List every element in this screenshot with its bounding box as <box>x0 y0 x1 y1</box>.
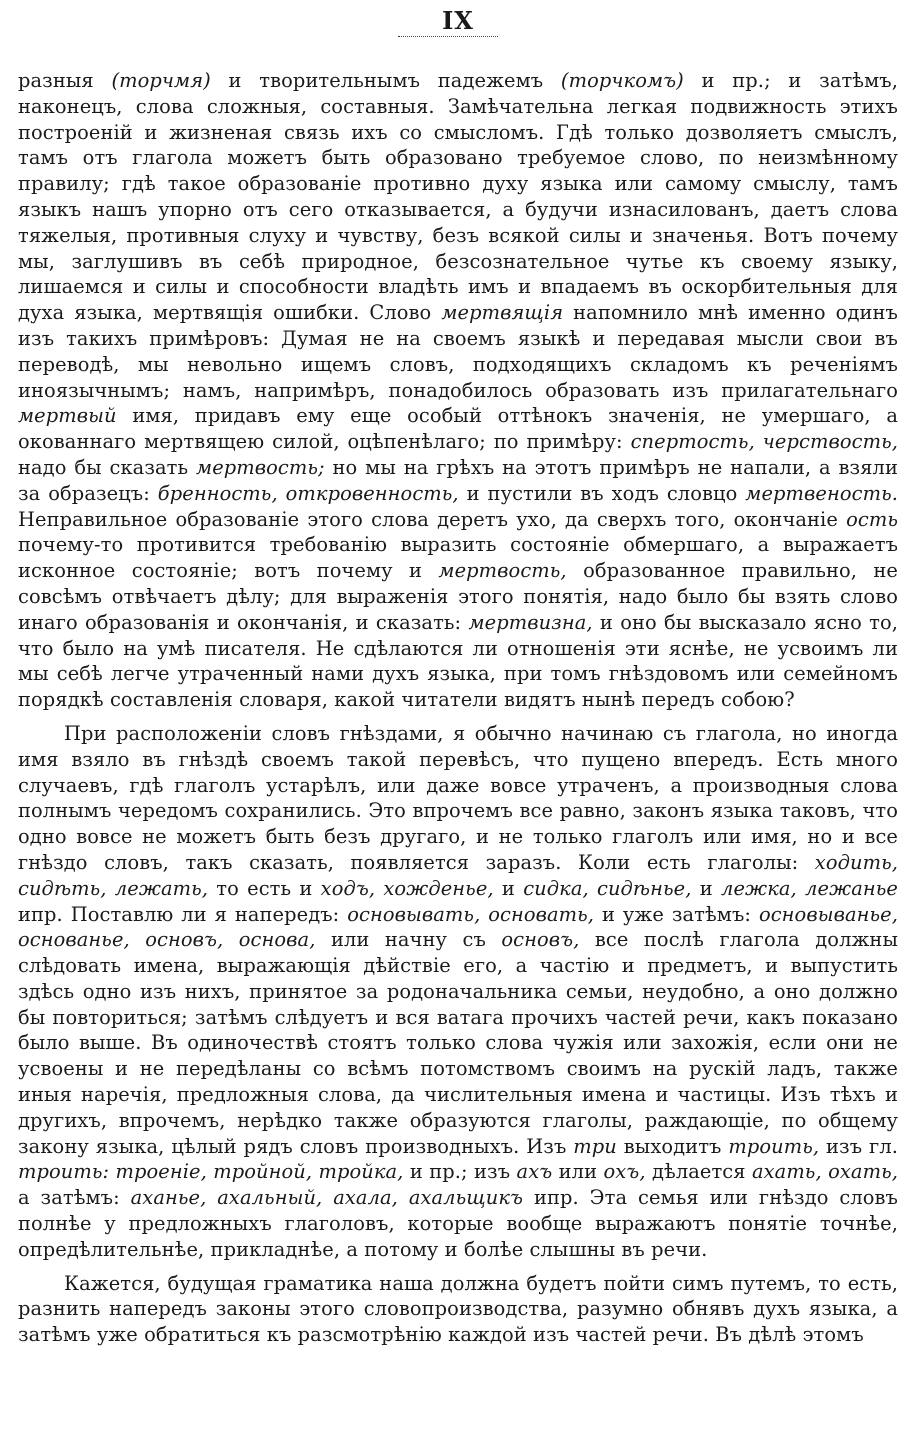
text-run: или начну съ <box>315 928 502 952</box>
italic-term: ость <box>846 507 898 531</box>
text-run: При расположеніи словъ гнѣздами, я обычно начинаю съ глагола, но иногда имя взяло въ гнѣздѣ своемъ такой перевѣсъ, что пущено впередъ. Есть много случаевъ, гдѣ глаголъ устарѣлъ, или даже вовсе утраченъ, а производныя слова полнымъ чередомъ сохранились. Это впрочемъ все равно, законъ языка таковъ, что одно вовсе не можетъ быть безъ другаго, и не только глаголъ или имя, но и все гнѣздо словъ, такъ сказать, появляется заразъ. Коли есть глаголы: <box>18 721 898 874</box>
text-run: напомнило мнѣ именно одинъ изъ такихъ примѣровъ: Думая не на своемъ языкѣ и передавая мысли свои въ переводѣ, мы невольно ищемъ словъ, подходящихъ складомъ къ реченіямъ иноязычнымъ; намъ, напримѣръ, понадобилось образовать изъ прилагательнаго <box>18 301 898 402</box>
italic-term: ходъ, хожденье, <box>320 876 494 900</box>
text-run: и уже затѣмъ: <box>594 902 759 926</box>
text-run: образованное правильно, не совсѣмъ отвѣчаетъ дѣлу; для выраженія этого понятія, надо было бы взять слово инаго образованія и окончанія, и сказать: <box>18 559 898 634</box>
text-run: надо бы сказать <box>18 455 197 479</box>
text-run: разныя <box>18 69 112 92</box>
text-run: или <box>552 1160 604 1184</box>
italic-term: мертвый <box>18 404 117 428</box>
text-run: а затѣмъ: <box>18 1186 131 1210</box>
text-run: и пр.; и затѣмъ, наконецъ, слова сложныя, составныя. Замѣчательна легкая подвижность этихъ построеній и жизненая связь ихъ со смысломъ. Гдѣ только дозволяетъ смыслъ, тамъ отъ глагола можетъ быть образовано требуемое слово, по неизмѣнному правилу; гдѣ такое образованіе противно духу языка или самому смыслу, тамъ языкъ нашъ упорно отъ сего отказывается, а будучи изнасилованъ, даетъ слова тяжелыя, противныя слуху и чувству, безъ всякой силы и значенья. Вотъ почему мы, заглушивъ въ себѣ природное, безсознательное чутье къ своему языку, лишаемся и силы и способности владѣть имъ и впадаемъ въ оскорбительныя для духа языка, мертвящія ошибки. Слово <box>18 69 898 325</box>
text-body <box>18 68 898 1348</box>
italic-term: основъ, <box>501 928 580 952</box>
italic-term: охъ, <box>603 1160 646 1184</box>
text-run: имя, придавъ ему еще особый оттѣнокъ значенія, не умершаго, а окованнаго мертвящею силой, оцѣпенѣлаго; по примѣру: <box>18 404 898 454</box>
header-ornament-rule <box>398 36 498 41</box>
text-run: ипр. Поставлю ли я напередъ: <box>18 902 348 926</box>
italic-term: мертвость; <box>196 455 325 479</box>
italic-term: ахать, охать, <box>751 1160 898 1184</box>
italic-term: (торчмя) <box>111 69 211 92</box>
italic-term: троить, <box>728 1134 820 1158</box>
italic-term: спертость, черствость, <box>630 430 898 454</box>
text-run: и оно бы высказало ясно то, что было на умѣ писателя. Не сдѣлаются ли отношенія эти яснѣе, не усвоимъ ли мы себѣ легче утраченный нами духъ языка, при томъ гнѣздовомъ или семейномъ порядкѣ составленія словаря, какой читатели видятъ нынѣ передъ собою? <box>18 610 898 712</box>
text-run: и пустили въ ходъ словцо <box>458 481 746 505</box>
paragraph-2 <box>18 721 898 1263</box>
text-run: дѣлается <box>645 1160 752 1184</box>
paragraph-3 <box>18 1271 898 1348</box>
page-number: IX <box>442 6 474 35</box>
book-page <box>18 0 898 1452</box>
page-header <box>18 0 898 66</box>
text-run: почему-то противится требованію выразить состояніе обмершаго, а выражаетъ исконное состояніе; вотъ почему и <box>18 533 898 583</box>
italic-term: мертвость, <box>438 559 567 583</box>
text-run: ипр. Эта семья или гнѣздо словъ полнѣе у предложныхъ глаголовъ, которые вообще выражаютъ понятіе точнѣе, опредѣлительнѣе, прикладнѣе, а потому и болѣе слышны въ речи. <box>18 1186 898 1261</box>
text-run: все послѣ глагола должны слѣдовать имена, выражающія дѣйствіе его, а частію и предметъ, и выпустить здѣсь одно изъ нихъ, принятое за родоначальника семьи, неудобно, а оно должно бы повториться; затѣмъ слѣдуетъ и вся ватага прочихъ частей речи, какъ показано было выше. Въ одиночествѣ стоятъ только слова чужія или захожія, если они не усвоены и не передѣланы со всѣмъ потомствомъ своимъ на рускій ладъ, также иныя наречія, предложныя слова, да числительныя имена и частицы. Изъ тѣхъ и другихъ, впрочемъ, нерѣдко также образуются глаголы, раждающіе, по общему закону языка, цѣлый рядъ словъ производныхъ. Изъ <box>18 928 898 1158</box>
italic-term: троить: троеніе, тройной, тройка, <box>18 1160 404 1184</box>
text-run: то есть и <box>208 876 321 900</box>
text-run: Неправильное образованіе этого слова деретъ ухо, да сверхъ того, окончаніе <box>18 507 847 531</box>
italic-term: мертвизна, <box>468 610 593 634</box>
italic-term: ходить, сидѣть, лежать, <box>18 850 898 900</box>
italic-term: (торчкомъ) <box>560 69 684 92</box>
text-run: и творительнымъ падежемъ <box>210 69 561 92</box>
text-run: выходитъ <box>616 1134 729 1158</box>
italic-term: основыванье, основанье, основъ, основа, <box>18 902 898 952</box>
text-run: и пр.; изъ <box>403 1160 517 1184</box>
italic-term: ахъ <box>516 1160 553 1184</box>
text-run: изъ гл. <box>819 1134 898 1158</box>
italic-term: мертвящія <box>441 301 564 325</box>
italic-term: аханье, ахальный, ахала, ахальщикъ <box>130 1186 524 1210</box>
italic-term: основывать, основать, <box>347 902 595 926</box>
paragraph-1 <box>18 68 898 713</box>
text-run: но мы на грѣхъ на этотъ примѣръ не напали, а взяли за образецъ: <box>18 455 898 505</box>
italic-term: бренность, откровенность, <box>157 481 459 505</box>
text-run: и <box>493 876 524 900</box>
italic-term: лежка, лежанье <box>721 876 898 900</box>
italic-term: мертвеность. <box>745 481 898 505</box>
text-run: Кажется, будущая граматика наша должна будетъ пойти симъ путемъ, то есть, разнить напередъ законы этого словопроизводства, разумно обнявъ духъ языка, а затѣмъ уже обратиться къ разсмотрѣнію каждой изъ частей речи. Въ дѣлѣ этомъ <box>18 1271 898 1347</box>
text-run: и <box>691 876 722 900</box>
italic-term: три <box>573 1134 617 1158</box>
italic-term: сидка, сидѣнье, <box>523 876 692 900</box>
